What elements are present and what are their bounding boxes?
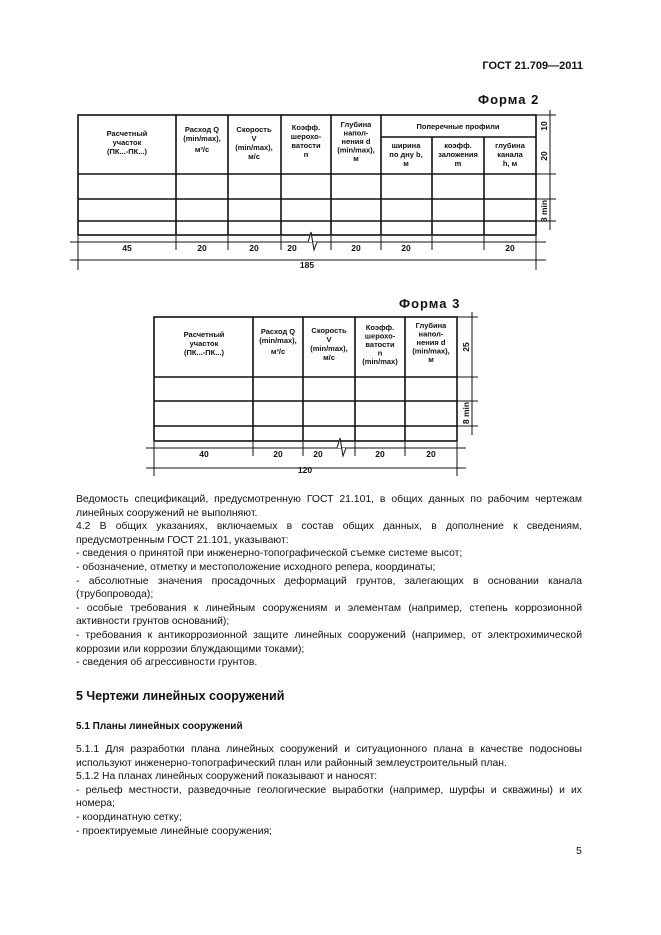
form2-label: Форма 2 — [478, 92, 540, 107]
form3-width: 20 — [273, 449, 283, 459]
form2-col-speed: Скорость V (min/max), м/с — [235, 125, 273, 161]
text-block-1 — [76, 493, 582, 670]
list-item: - сведения о принятой при инженерно-топографической съемке системе высот; — [76, 548, 463, 560]
form3-col-depth: Глубина напол-нения d (min/max), м — [412, 321, 450, 364]
form2-dim-right: 8 min — [539, 199, 549, 223]
form2-width: 20 — [505, 243, 515, 253]
form3-width: 20 — [313, 449, 323, 459]
paragraph: 5.1.2 На планах линейных сооружений показывают и наносят: — [76, 771, 378, 783]
subsection-heading: 5.1 Планы линейных сооружений — [76, 721, 243, 732]
form3-col-roughness: Коэфф. шерохо-ватости n (min/max) — [362, 323, 398, 366]
form2-dim-right: 20 — [539, 151, 549, 161]
form2-col-profiles: Поперечные профили — [416, 122, 500, 131]
list-item: - проектируемые линейные сооружения; — [76, 825, 273, 837]
form3-table — [0, 300, 661, 480]
form2-col-roughness: Коэфф. шерохо-ватости n — [290, 123, 322, 159]
list-item: - сведения об агрессивности грунтов. — [76, 657, 258, 669]
form3-col-flow: Расход Q (min/max), м³/с — [259, 327, 297, 356]
form2-width: 20 — [249, 243, 259, 253]
form2-width: 20 — [351, 243, 361, 253]
form3-dim-right: 8 min — [461, 401, 471, 425]
form2-col-width: ширина по дну b, м — [389, 141, 423, 168]
section-heading: 5 Чертежи линейных сооружений — [76, 689, 285, 703]
form3-total: 120 — [297, 465, 313, 475]
form3-width: 40 — [199, 449, 209, 459]
list-item: - абсолютные значения просадочных деформаций грунтов, залегающих в основании канала (трубопровода); — [76, 575, 582, 601]
form2-width: 45 — [122, 243, 132, 253]
paragraph: Ведомость спецификаций, предусмотренную ГОСТ 21.101, в общих данных по рабочим чертежам линейных сооружений не выполняют. — [76, 494, 582, 519]
form2-col-flow: Расход Q (min/max), м³/с — [183, 125, 221, 154]
form2-col-depth: Глубина напол-нения d (min/max), м — [337, 120, 375, 163]
form2-width: 20 — [287, 243, 297, 253]
list-item: - координатную сетку; — [76, 811, 182, 823]
form3-width: 20 — [426, 449, 436, 459]
form2-width: 20 — [197, 243, 207, 253]
form2-table — [0, 0, 661, 300]
form2-width: 20 — [401, 243, 411, 253]
form2-col-section: Расчетный участок (ПК...-ПК...) — [106, 129, 148, 156]
text-block-2 — [76, 743, 582, 838]
form3-width: 20 — [375, 449, 385, 459]
form3-col-section: Расчетный участок (ПК...-ПК...) — [183, 330, 225, 357]
form3-dim-right: 25 — [461, 342, 471, 352]
form2-total: 185 — [299, 260, 315, 270]
form3-col-speed: Скорость V (min/max), м/с — [310, 326, 348, 362]
form3-label: Форма 3 — [399, 296, 461, 311]
list-item: - особые требования к линейным сооружениям и элементам (например, степень коррозионной активности грунтов оснований); — [76, 602, 582, 628]
document-code: ГОСТ 21.709—2011 — [482, 60, 583, 72]
form2-dim-right: 10 — [539, 121, 549, 131]
list-item: - рельеф местности, разведочные геологические выработки (например, шурфы и скважины) и их номера; — [76, 784, 582, 810]
list-item: - обозначение, отметку и местоположение исходного репера, координаты; — [76, 561, 436, 573]
paragraph: 4.2 В общих указаниях, включаемых в состав общих данных, в дополнение к сведениям, предусмотренным ГОСТ 21.101, указывают: — [76, 521, 582, 546]
paragraph: 5.1.1 Для разработки плана линейных сооружений и ситуационного плана в качестве подосновы используют инженерно-топографический план или районный землеустроительный план. — [76, 744, 582, 769]
form2-col-slope: коэфф. заложения m — [438, 141, 478, 168]
form2-col-channel-depth: глубина канала h, м — [495, 141, 525, 168]
list-item: - требования к антикоррозионной защите линейных сооружений (например, от электрохимической коррозии или коррозии блуждающими токами); — [76, 629, 582, 655]
page-number: 5 — [576, 845, 582, 857]
